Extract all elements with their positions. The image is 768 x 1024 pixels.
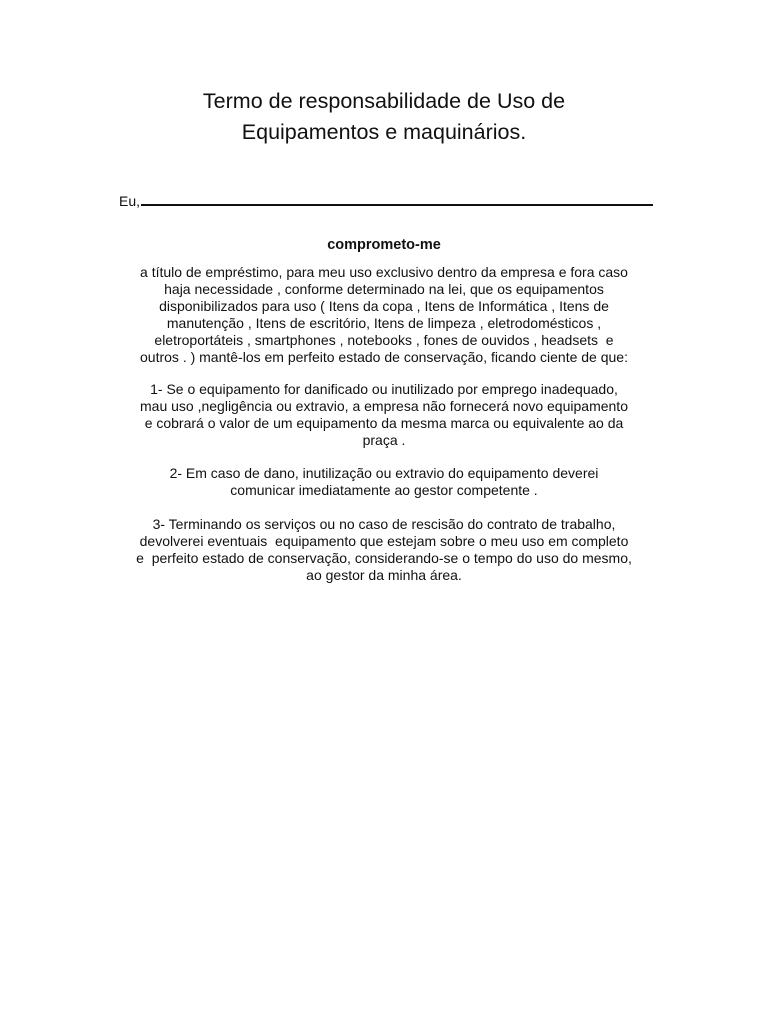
paragraph-line: manutenção , Itens de escritório, Itens de limpeza , eletrodomésticos , — [166, 315, 602, 331]
clause-2-paragraph — [0, 465, 768, 499]
paragraph-line: praça . — [362, 432, 406, 448]
paragraph-line: outros . ) mantê-los em perfeito estado de conservação, ficando ciente de que: — [140, 349, 628, 365]
paragraph-line: disponibilizados para uso ( Itens da copa , Itens de Informática , Itens de — [159, 298, 609, 314]
clause-3-paragraph — [0, 516, 768, 584]
clause-1-paragraph — [0, 381, 768, 449]
paragraph-line: 1- Se o equipamento for danificado ou inutilizado por emprego inadequado, — [150, 381, 618, 397]
intro-paragraph — [0, 264, 768, 366]
paragraph-line: comunicar imediatamente ao gestor competente . — [230, 482, 538, 498]
paragraph-line: ao gestor da minha área. — [306, 567, 462, 583]
commitment-heading: comprometo-me — [327, 237, 441, 253]
name-signature-line — [119, 191, 659, 211]
paragraph-line: e cobrará o valor de um equipamento da mesma marca ou equivalente ao da — [144, 415, 624, 431]
name-prefix: Eu, — [119, 193, 141, 209]
name-blank-underline — [141, 191, 653, 206]
paragraph-line: eletroportáteis , smartphones , notebooks , fones de ouvidos , headsets e — [154, 332, 614, 348]
document-title — [0, 86, 768, 148]
paragraph-line: mau uso ,negligência ou extravio, a empresa não fornecerá novo equipamento — [140, 398, 628, 414]
paragraph-line: 2- Em caso de dano, inutilização ou extravio do equipamento deverei — [169, 465, 599, 481]
paragraph-line: e perfeito estado de conservação, considerando-se o tempo do uso do mesmo, — [136, 550, 632, 566]
title-line: Equipamentos e maquinários. — [241, 120, 527, 144]
paragraph-line: a título de empréstimo, para meu uso exclusivo dentro da empresa e fora caso — [140, 264, 628, 280]
paragraph-line: 3- Terminando os serviços ou no caso de rescisão do contrato de trabalho, — [152, 516, 616, 532]
paragraph-line: haja necessidade , conforme determinado na lei, que os equipamentos — [164, 281, 604, 297]
paragraph-line: devolverei eventuais equipamento que estejam sobre o meu uso em completo — [139, 533, 629, 549]
title-line: Termo de responsabilidade de Uso de — [202, 89, 566, 113]
